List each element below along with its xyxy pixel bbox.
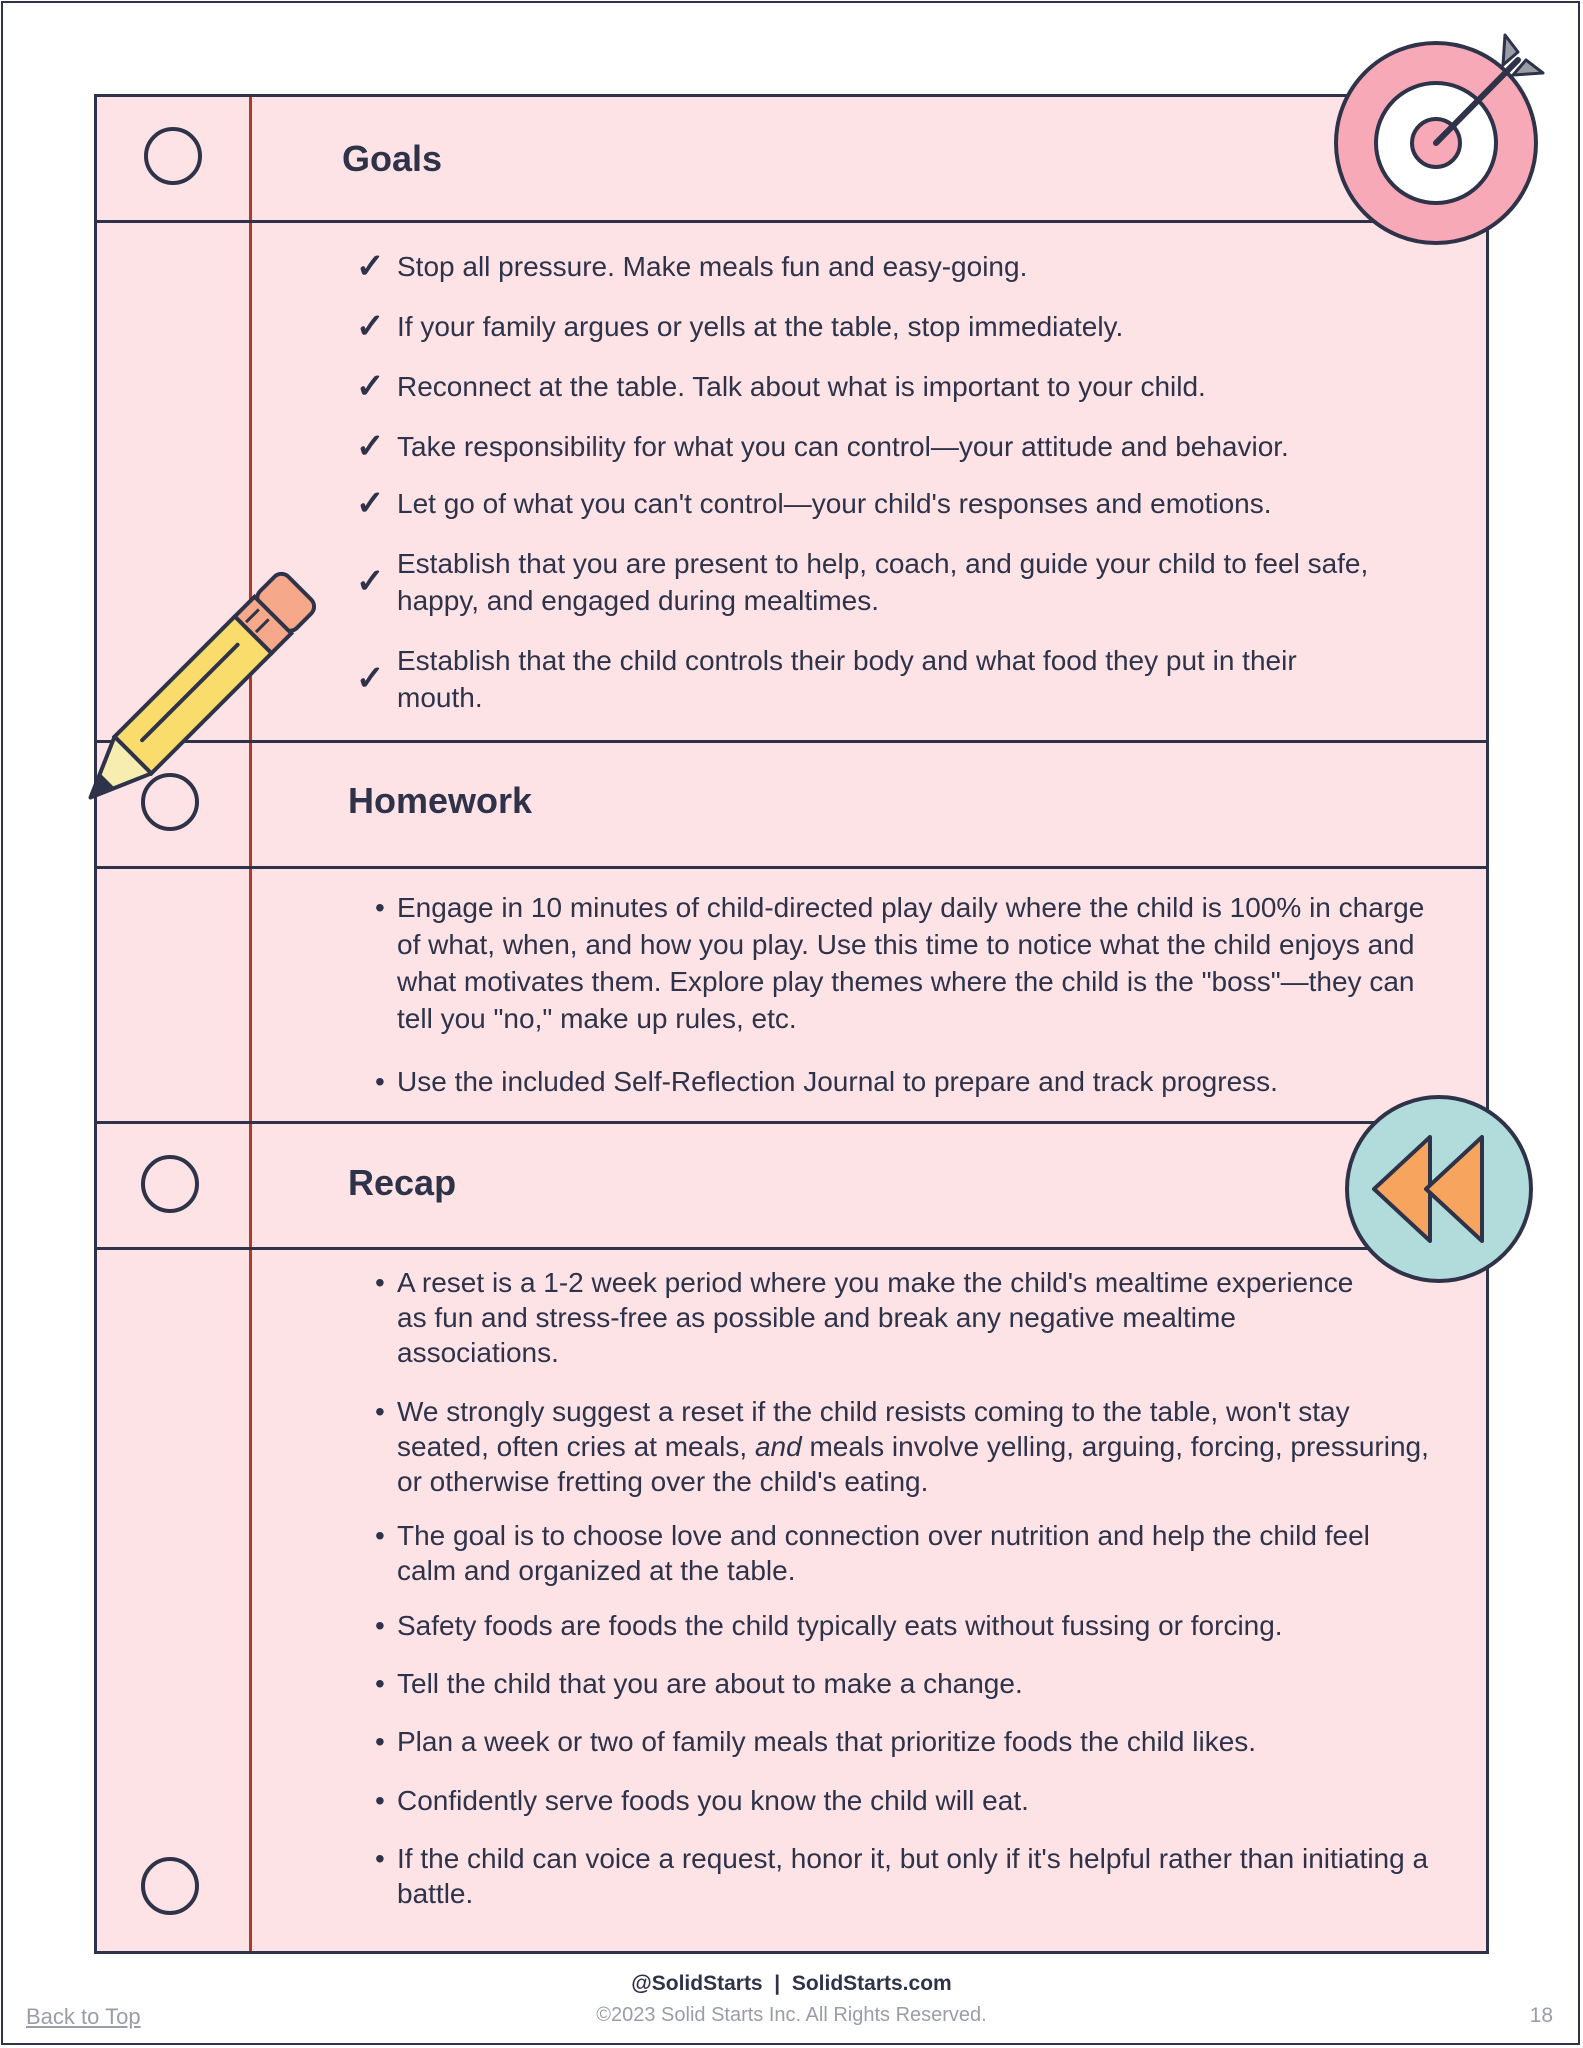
homework-item: • Engage in 10 minutes of child-directed play daily where the child is 100% in charge of what, when, and how you play. Use this time to notice what the child enjoys and what motivates them. Explore play themes where the child is the "boss"—they can tell you "no," make up rules, etc. — [375, 889, 1435, 1037]
recap-item: • Confidently serve foods you know the child will eat. — [375, 1782, 1435, 1819]
recap-item: • Safety foods are foods the child typically eats without fussing or forcing. — [375, 1607, 1435, 1644]
goal-item: ✓ Stop all pressure. Make meals fun and easy-going. — [356, 247, 1028, 285]
recap-item: • Tell the child that you are about to make a change. — [375, 1665, 1435, 1702]
goal-item: ✓ Let go of what you can't control—your child's responses and emotions. — [356, 484, 1272, 522]
page-number: 18 — [1529, 2004, 1553, 2027]
binder-hole — [144, 127, 202, 185]
margin-line — [249, 97, 252, 1951]
target-icon — [1328, 30, 1558, 250]
divider-line — [97, 1121, 1486, 1124]
goals-heading: Goals — [342, 138, 443, 179]
goal-item: ✓ Establish that you are present to help, coach, and guide your child to feel safe, happy, and engaged during mealtimes. — [356, 548, 1369, 616]
recap-item: • The goal is to choose love and connection over nutrition and help the child feel calm and organized at the table. — [375, 1518, 1435, 1588]
checkmark-icon: ✓ — [356, 427, 385, 465]
pencil-icon — [68, 560, 338, 820]
checkmark-icon: ✓ — [356, 562, 385, 601]
goal-item: ✓ Reconnect at the table. Talk about what is important to your child. — [356, 367, 1206, 405]
goal-item: ✓ Establish that the child controls their body and what food they put in their mouth. — [356, 645, 1297, 713]
goal-item: ✓ Take responsibility for what you can control—your attitude and behavior. — [356, 427, 1289, 465]
footer-copyright: ©2023 Solid Starts Inc. All Rights Reserved. — [596, 2004, 987, 2026]
binder-hole — [141, 1857, 199, 1915]
rewind-icon — [1342, 1092, 1536, 1286]
recap-item: • A reset is a 1-2 week period where you make the child's mealtime experience as fun and stress-free as possible and break any negative mealtime associations. — [375, 1265, 1385, 1370]
back-to-top-link[interactable]: Back to Top — [26, 2004, 141, 2029]
recap-item: • If the child can voice a request, honor it, but only if it's helpful rather than initiating a battle. — [375, 1841, 1435, 1911]
divider-line — [97, 1247, 1486, 1250]
homework-item: • Use the included Self-Reflection Journal to prepare and track progress. — [375, 1063, 1435, 1100]
checkmark-icon: ✓ — [356, 247, 385, 285]
binder-hole — [141, 1155, 199, 1213]
divider-line — [97, 220, 1486, 223]
checkmark-icon: ✓ — [356, 659, 385, 698]
checkmark-icon: ✓ — [356, 367, 385, 405]
footer-handle: @SolidStarts | SolidStarts.com — [631, 1972, 952, 1995]
goal-item: ✓ If your family argues or yells at the table, stop immediately. — [356, 307, 1124, 345]
notebook-page — [94, 94, 1489, 1954]
recap-heading: Recap — [348, 1162, 457, 1203]
divider-line — [97, 866, 1486, 869]
recap-item: • We strongly suggest a reset if the child resists coming to the table, won't stay seated, often cries at meals, and meals involve yelling, arguing, forcing, pressuring, or otherwise fretting over the child's eating. — [375, 1394, 1435, 1499]
checkmark-icon: ✓ — [356, 307, 385, 345]
recap-item: • Plan a week or two of family meals that prioritize foods the child likes. — [375, 1723, 1435, 1760]
checkmark-icon: ✓ — [356, 484, 385, 522]
homework-heading: Homework — [348, 780, 533, 821]
